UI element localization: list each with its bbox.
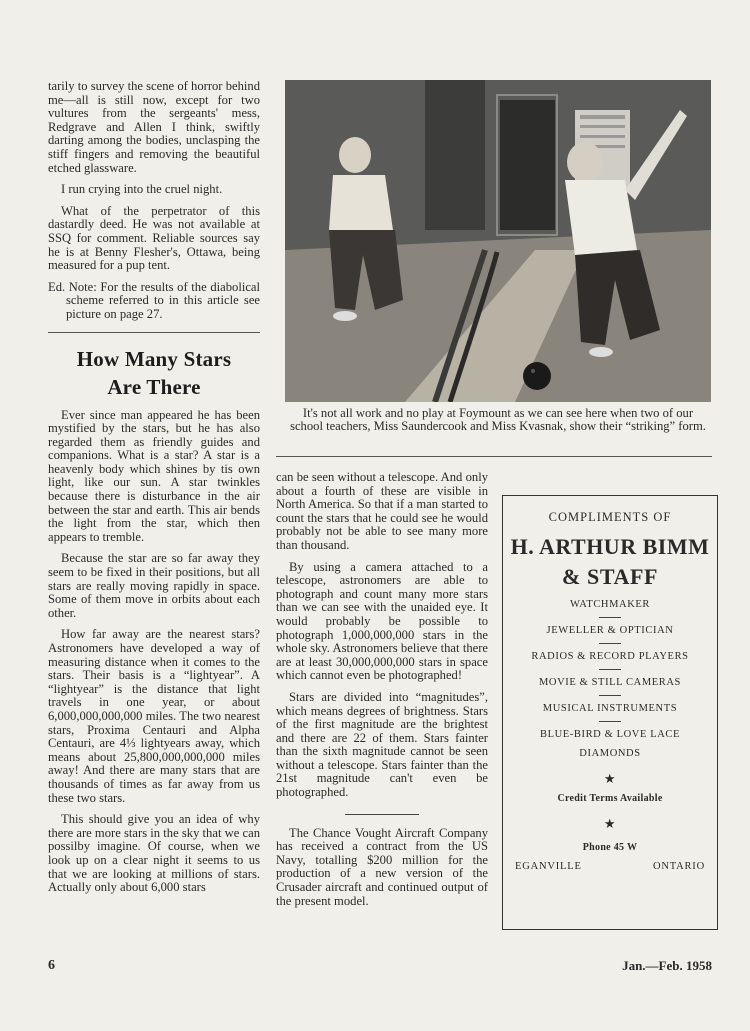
left-column: [48, 80, 260, 903]
ad-dash: [599, 695, 621, 696]
star-icon: ★: [603, 816, 617, 831]
divider: [345, 814, 419, 815]
paragraph: Stars are divided into “magnitudes”, which means degrees of brightness. Stars of the first magnitude are the brightest and there are 22 of them. Stars fainter than the sixth magnitude cannot be seen without a telescope. Stars fainter than the 21st magnitude can't even be photographed.: [276, 689, 488, 800]
article-title-line2: Are There: [107, 374, 201, 399]
paragraph: Because the star are so far away they seem to be fixed in their positions, but all stars are really moving rapidly in space. Some of them move in orbits about each other.: [48, 551, 260, 620]
ad-credit: Credit Terms Available: [557, 793, 663, 804]
photo-illustration: [285, 80, 711, 402]
ad-town: EGANVILLE: [515, 861, 582, 872]
paragraph: can be seen without a telescope. And only about a fourth of these are visible in North America. So that if a man started to count the stars that he could see he would probably not be able to see many more than thousand.: [276, 470, 488, 552]
paragraph: How far away are the nearest stars? Astronomers have developed a way of measuring distance when it comes to the stars. Their basis is a “lightyear”. A “lightyear” is the distance that light travels in one year, or about 6,000,000,000,000 miles. The two nearest stars, Proxima Centauri and Alpha Centauri, are 4⅓ lightyears away, which means about 25,800,000,000,000 miles away! And there are many stars that are thousands of times as far away from us these two stars.: [48, 627, 260, 805]
ad-dash: [599, 643, 621, 644]
paragraph: I run crying into the cruel night.: [61, 182, 223, 197]
paragraph: What of the perpetrator of this dastardly deed. He was not available at SSQ for comment. Reliable sources say he is at Benny Flesher's, Ottawa, being measured for a pup tent.: [48, 203, 260, 273]
paragraph: Ever since man appeared he has been mystified by the stars, but he has also regarded them as friendly guides and companions. What is a star? A star is a heavenly body which shines by tis own light, like our sun. A star twinkles because there is disturbance in the air between the star and earth. This air bends the light from the star, which then appears to tremble.: [48, 407, 260, 544]
ad-dash: [599, 721, 621, 722]
paragraph: The Chance Vought Aircraft Company has received a contract from the US Navy, totalling $200 million for the production of a new version of the Crusader aircraft and continued output of the present model.: [276, 825, 488, 908]
issue-date: Jan.—Feb. 1958: [622, 958, 712, 973]
bowling-photo: [285, 80, 711, 402]
photo-caption: It's not all work and no play at Foymount as we can see here when two of our school teachers, Miss Saundercook and Miss Kvasnak, show their “striking” form.: [290, 406, 706, 433]
middle-column: [276, 471, 488, 916]
article-title: [48, 345, 260, 401]
article-title-line1: How Many Stars: [76, 346, 232, 371]
ad-staff: & STAFF: [561, 564, 659, 589]
star-icon: ★: [603, 771, 617, 786]
ad-dash: [599, 669, 621, 670]
paragraph: By using a camera attached to a telescope, astronomers are able to photograph and count many more stars than we can see with the unaided eye. It would probably be possible to photograph 1,000,000,000 stars in the whole sky. Astronomers believe that there are at least 30,000,000,000 stars in space which cannot even be photographed!: [276, 559, 488, 683]
ad-item: RADIOS & RECORD PLAYERS: [531, 651, 689, 662]
ad-phone: Phone 45 W: [582, 842, 638, 853]
ad-item: BLUE-BIRD & LOVE LACE: [539, 729, 681, 740]
ad-business-name: H. ARTHUR BIMM: [510, 534, 710, 559]
ad-province: ONTARIO: [652, 861, 705, 872]
editor-note: Ed. Note: For the results of the diabolical scheme referred to in this article see picture on page 27.: [48, 279, 260, 321]
ad-item: MUSICAL INSTRUMENTS: [542, 703, 678, 714]
ad-diamonds: DIAMONDS: [579, 748, 641, 759]
ad-dash: [599, 617, 621, 618]
ad-item: MOVIE & STILL CAMERAS: [538, 677, 681, 688]
paragraph: This should give you an idea of why there are more stars in the sky that we can possilby imagine. Of course, when we look up on a clear night it seems to us that we are looking at millions of stars. Actually only about 6,000 stars: [48, 812, 260, 895]
ad-location: [503, 861, 717, 872]
divider: [48, 332, 260, 333]
horizontal-rule: [276, 456, 712, 457]
intro-paragraph: tarily to survey the scene of horror behind me—all is still now, except for two vultures from the sergeants' mess, Redgrave and Allen I think, swiftly darting among the bodies, unclasping the stiff fingers and removing the beautiful etched glassware.: [48, 79, 260, 175]
ad-compliments: COMPLIMENTS OF: [548, 510, 672, 524]
advertisement-box: [502, 495, 718, 930]
page-number: 6: [48, 958, 55, 973]
ad-item: WATCHMAKER: [569, 599, 651, 610]
ad-item: JEWELLER & OPTICIAN: [546, 625, 674, 636]
